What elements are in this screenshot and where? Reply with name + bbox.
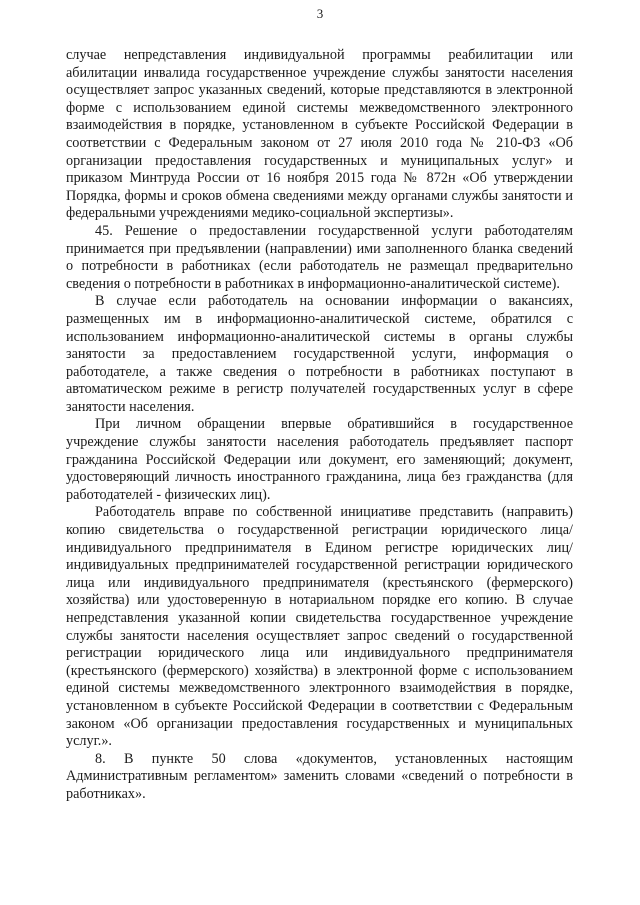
page-number: 3 <box>316 6 324 21</box>
document-body <box>66 47 573 804</box>
paragraph-item-45: 45. Решение о предоставлении государственной услуги работодателям принимается при предъявлении (направлении) ими заполненного бланка сведений о потребности в работниках (если работодатель не размещал предварительно сведения о потребности в работниках в информационно-аналитической системе). <box>66 222 573 292</box>
paragraph-registration-copy: Работодатель вправе по собственной инициативе представить (направить) копию свидетельства о государственной регистрации юридического лица/индивидуального предпринимателя в Едином регистре юридических лиц/индивидуальных предпринимателей государственной регистрации юридического лица или индивидуального предпринимателя (крестьянского (фермерского) хозяйства) или удостоверенную в нотариальном порядке его копию. В случае непредставления указанной копии свидетельства государственное учреждение службы занятости населения осуществляет запрос сведений о государственной регистрации юридического лица или индивидуального предпринимателя (крестьянского (фермерского) хозяйства) в электронной форме с использованием единой системы межведомственного электронного взаимодействия в порядке, установленном в субъекте Российской Федерации в соответствии с Федеральным законом «Об организации предоставления государственных и муниципальных услуг.». <box>66 504 573 750</box>
paragraph-online-application: В случае если работодатель на основании информации о вакансиях, размещенных им в информационно-аналитической системе, обратился с использованием информационно-аналитической системы в органы службы занятости за предоставлением государственной услуги, информация о работодателе, а также сведения о потребности в работниках поступают в автоматическом режиме в регистр получателей государственных услуг в сфере занятости населения. <box>66 293 573 415</box>
paragraph-personal-visit: При личном обращении впервые обратившийся в государственное учреждение службы занятости населения работодатель предъявляет паспорт гражданина Российской Федерации или документ, его заменяющий; документ, удостоверяющий личность иностранного гражданина, лица без гражданства (для работодателей - физических лиц). <box>66 416 573 503</box>
paragraph-item-8: 8. В пункте 50 слова «документов, установленных настоящим Административным регламентом» заменить словами «сведений о потребности в работниках». <box>66 750 573 802</box>
paragraph-continuation: случае непредставления индивидуальной программы реабилитации или абилитации инвалида государственное учреждение службы занятости населения осуществляет запрос указанных сведений, которые представляются в электронной форме с использованием единой системы межведомственного электронного взаимодействия в порядке, установленном в субъекте Российской Федерации в соответствии с Федеральным законом от 27 июля 2010 года № 210-ФЗ «Об организации предоставления государственных и муниципальных услуг» и приказом Минтруда России от 16 ноября 2015 года № 872н «Об утверждении Порядка, формы и сроков обмена сведениями между органами службы занятости и федеральными учреждениями медико-социальной экспертизы». <box>66 47 573 222</box>
